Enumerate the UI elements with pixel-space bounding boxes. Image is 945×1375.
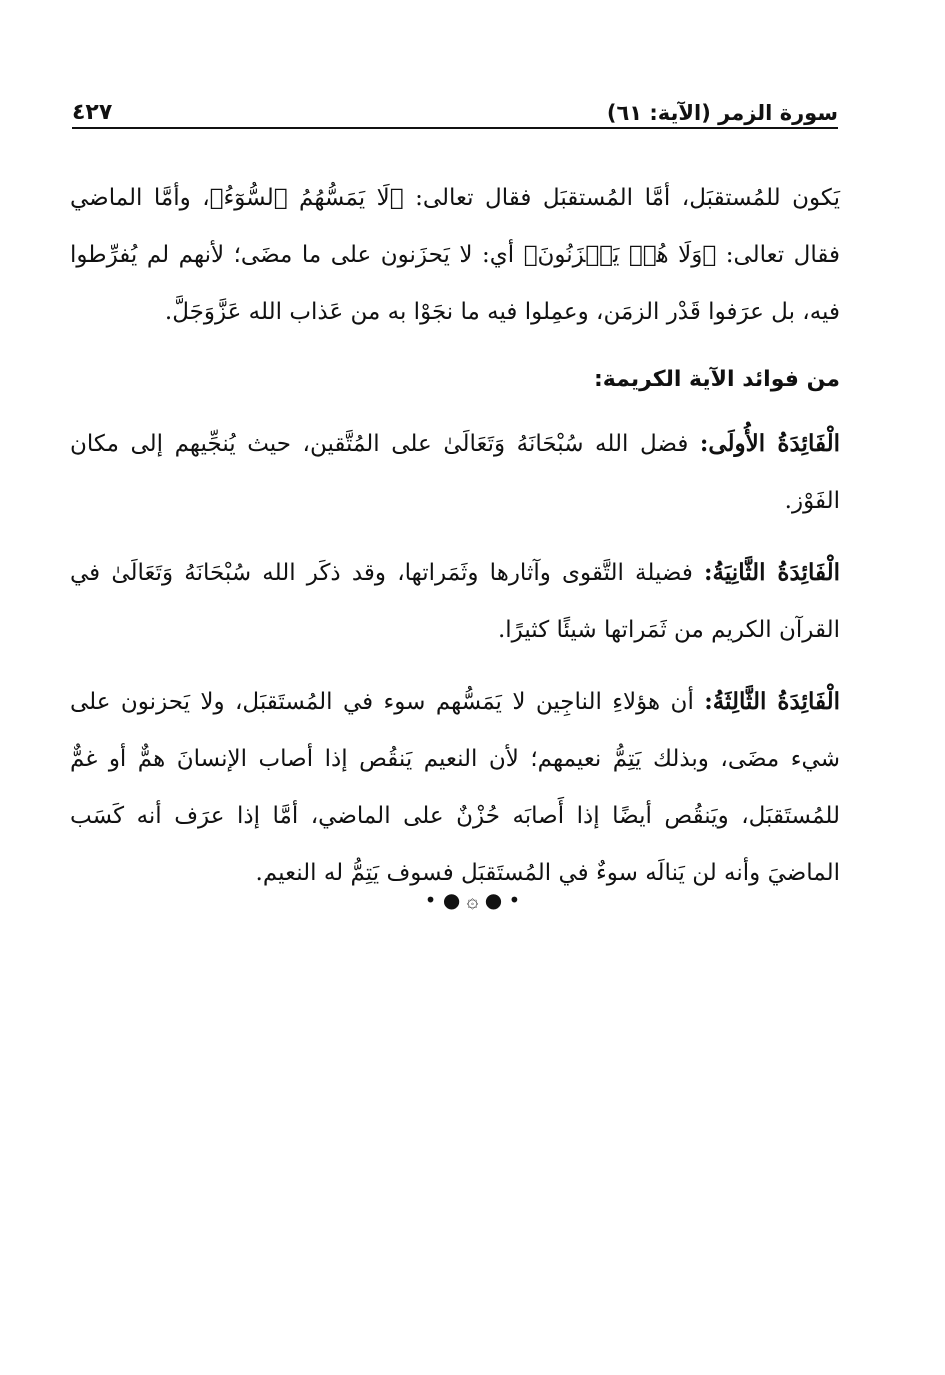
section-end-ornament: • ● ۞ ● •: [424, 888, 521, 912]
benefit-paragraph-2: [70, 544, 840, 659]
section-heading: من فوائد الآية الكريمة:: [593, 367, 840, 392]
benefit-label-1: الْفَائِدَةُ الأُولَى:: [699, 430, 841, 457]
benefit-text-3: أن هؤلاءِ الناجِين لا يَمَسُّهم سوء في المُستَقبَل، ولا يَحزنون على شيء مضَى، وبذلك يَتِمُّ نعيمهم؛ لأن النعيم يَنقُص إذا أصاب الإنسانَ همٌّ أو غمٌّ للمُستَقبَل، ويَنقُص أيضًا إذا أَصابَه حُزْنٌ على الماضي، أمَّا إذا عرَف أنه كَسَب الماضيَ وأنه لن يَنالَه سوءٌ في المُستَقبَل فسوف يَتِمُّ له النعيم.: [70, 689, 840, 886]
surah-title: سورة الزمر (الآية: ٦١): [606, 101, 838, 125]
benefit-paragraph-3: [70, 673, 840, 902]
benefit-paragraph-1: [70, 415, 840, 530]
benefit-text-1: فضل الله سُبْحَانَهُ وَتَعَالَىٰ على المُتَّقين، حيث يُنجِّيهم إلى مكان الفَوْز.: [70, 431, 840, 514]
intro-paragraph: يَكون للمُستقبَل، أمَّا المُستقبَل فقال تعالى: ﴿لَا يَمَسُّهُمُ ٱلسُّوٓءُ﴾، وأمَّا الماضي فقال تعالى: ﴿وَلَا هُمۡ يَحۡزَنُونَ﴾ أي: لا يَحزَنون على ما مضَى؛ لأنهم لم يُفرِّطوا فيه، بل عرَفوا قَدْر الزمَن، وعمِلوا فيه ما نجَوْا به من عَذاب الله عَزَّوَجَلَّ.: [70, 185, 840, 325]
page-number: ٤٢٧: [72, 100, 113, 125]
body-text: [70, 170, 840, 916]
benefit-label-2: الْفَائِدَةُ الثَّانِيَةُ:: [704, 559, 840, 586]
header-rule: [72, 127, 838, 129]
benefit-text-2: فضيلة التَّقوى وآثارها وثَمَراتها، وقد ذكَر الله سُبْحَانَهُ وَتَعَالَىٰ في القرآن الكريم من ثَمَراتها شيئًا كثيرًا.: [70, 560, 840, 643]
running-header: [72, 92, 838, 128]
benefit-label-3: الْفَائِدَةُ الثَّالِثَةُ:: [704, 688, 840, 715]
